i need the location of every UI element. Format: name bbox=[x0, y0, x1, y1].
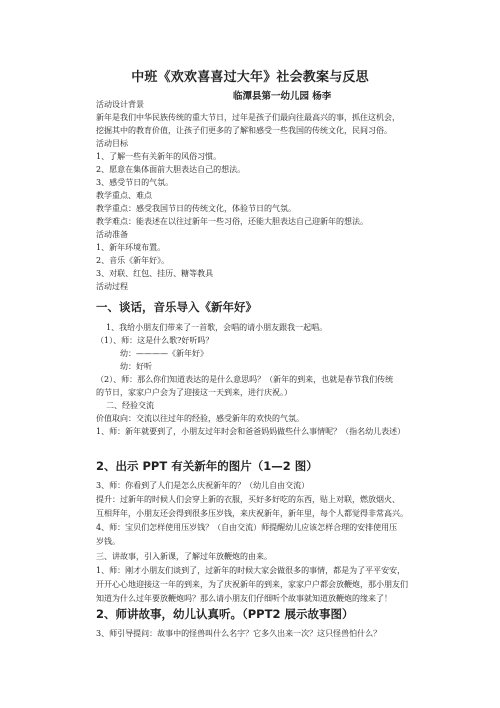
paragraph-line: 3、师引导提问：故事中的怪兽叫什么名字？它多久出来一次？这只怪兽怕什么？ bbox=[96, 629, 382, 638]
paragraph-line: 1、师：新年就要到了，小朋友过年时会和爸爸妈妈做些什么事情呢？（指名幼儿表述） bbox=[96, 427, 406, 436]
document-title: 中班《欢欢喜喜过大年》社会教案与反思 bbox=[131, 70, 369, 85]
goal-item: 1、了解一些有关新年的风俗习惯。 bbox=[96, 152, 222, 161]
paragraph-line: 3、师：你看到了人们是怎么庆祝新年的？（幼儿自由交流） bbox=[96, 481, 310, 490]
paragraph-line: 岁钱。 bbox=[96, 537, 120, 546]
paragraph-line: 价值取向：交流以往过年的经验，感受新年的欢快的气氛。 bbox=[96, 414, 304, 423]
preparation-item: 1、新年环境布置。 bbox=[96, 243, 166, 252]
section-heading: 一、谈话，音乐导入《新年好》 bbox=[96, 300, 257, 314]
goal-item: 2、愿意在集体面前大胆表达自己的想法。 bbox=[96, 165, 246, 174]
section-heading: 2、师讲故事，幼儿认真听。（PPT2 展示故事图） bbox=[96, 607, 354, 621]
paragraph-line: 知道为什么过年要放鞭炮吗？那么请小朋友们仔细听个故事就知道放鞭炮的缘来了！ bbox=[96, 594, 392, 603]
background-text-line: 挖掘其中的教育价值，让孩子们更多的了解和感受一些我国的传统文化，民间习俗。 bbox=[96, 126, 392, 135]
process-heading: 活动过程 bbox=[96, 282, 128, 291]
key-points-heading: 教学重点、难点 bbox=[96, 191, 152, 200]
paragraph-line: 1、师：刚才小朋友们谈到了，过新年的时候大家会做很多的事情，都是为了平平安安， bbox=[96, 566, 406, 575]
paragraph-line: 二、经验交流 bbox=[106, 401, 154, 410]
background-text-line: 新年是我们中华民族传统的重大节日，过年是孩子们最向往最高兴的事，抓住这机会， bbox=[96, 113, 400, 122]
paragraph-line: 幼：好听 bbox=[120, 362, 152, 371]
difficult-point-text: 教学难点：能表述在以往过新年一些习俗，还能大胆表达自己迎新年的想法。 bbox=[96, 217, 368, 226]
paragraph-line: 提升：过新年的时候人们会穿上新的衣服，买好多好吃的东西，贴上对联，燃放烟火、 bbox=[96, 495, 400, 504]
paragraph-line: 三、讲故事，引入新课，了解过年放鞭炮的由来。 bbox=[96, 552, 272, 561]
paragraph-line: （2）、师：那么你们知道表达的是什么意思吗？（新年的到来，也就是春节我们传统 bbox=[96, 375, 394, 384]
preparation-item: 2、音乐《新年好》。 bbox=[96, 256, 170, 265]
paragraph-line: 幼：————《新年好》 bbox=[120, 349, 208, 358]
key-point-text: 教学重点：感受我国节日的传统文化，体验节日的气氛。 bbox=[96, 204, 296, 213]
paragraph-line: 的节日，家家户户会为了迎接这一天到来，进行庆祝。） bbox=[96, 388, 292, 397]
goal-item: 3、感受节日的气氛。 bbox=[96, 178, 174, 187]
goals-heading: 活动目标 bbox=[96, 139, 128, 148]
paragraph-line: 1、我给小朋友们带来了一首歌，会唱的请小朋友跟我一起唱。 bbox=[106, 323, 328, 332]
document-author: 临潭县第一幼儿园 杨李 bbox=[233, 91, 332, 102]
paragraph-line: 4、师：宝贝们怎样使用压岁钱？（自由交流）师提醒幼儿应该怎样合理的安排使用压 bbox=[96, 523, 398, 532]
paragraph-line: 互相拜年，小朋友还会得到很多压岁钱，来庆祝新年，新年里，每个人都觉得非常高兴。 bbox=[96, 509, 408, 518]
preparation-item: 3、对联、红包、挂历、糖等教具 bbox=[96, 269, 214, 278]
preparation-heading: 活动准备 bbox=[96, 230, 128, 239]
paragraph-line: （1）、师：这是什么歌?好听吗？ bbox=[96, 336, 214, 345]
background-heading: 活动设计背景 bbox=[96, 100, 144, 109]
paragraph-line: 开开心心地迎接这一年的到来，为了庆祝新年的到来，家家户户都会放鞭炮，那小朋友们 bbox=[96, 580, 408, 589]
section-heading: 2、出示 PPT 有关新年的图片（1—2 图） bbox=[96, 459, 318, 473]
